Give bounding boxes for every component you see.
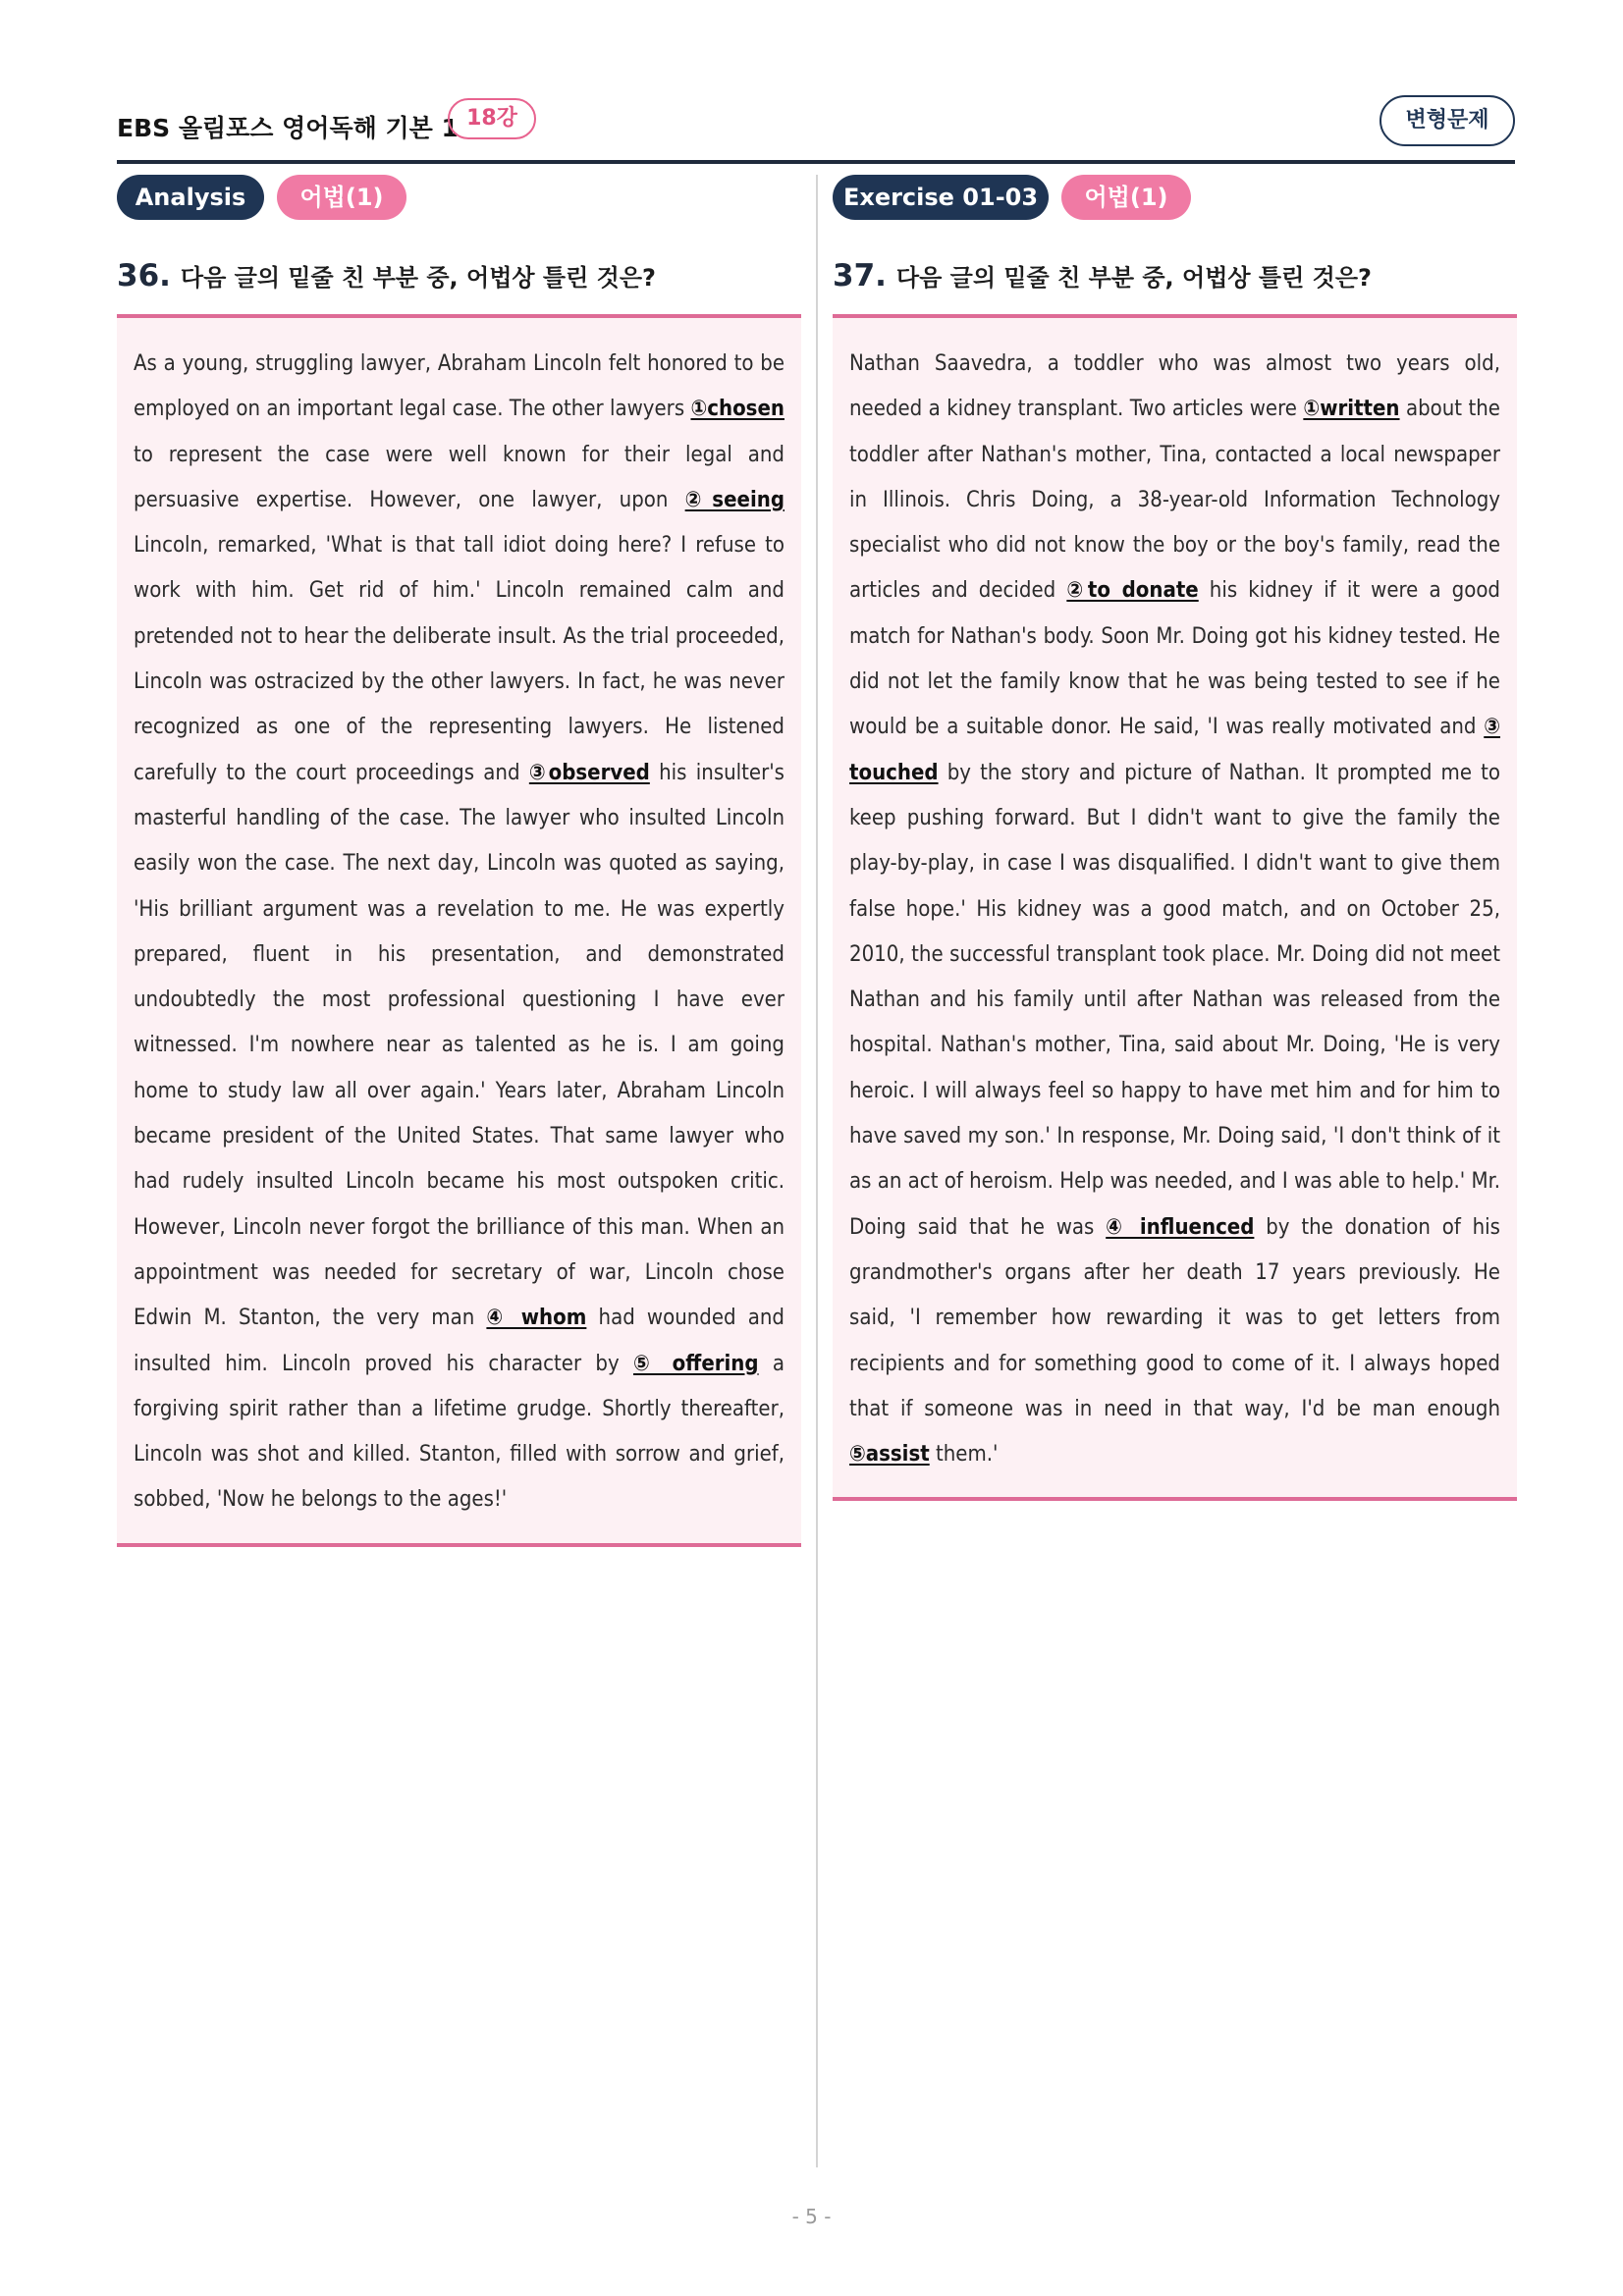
- category-tag: 어법(1): [1061, 175, 1191, 220]
- underlined-choice: ②to donate: [1066, 578, 1199, 604]
- page-header: [117, 95, 1515, 164]
- analysis-tag: Analysis: [117, 175, 264, 220]
- underlined-choice: ③observed: [528, 760, 650, 785]
- underlined-choice: ①chosen: [690, 397, 784, 422]
- category-tag: 어법(1): [277, 175, 406, 220]
- underlined-choice: ③ touched: [849, 715, 1500, 785]
- question-type-badge: 변형문제: [1380, 95, 1515, 146]
- underlined-choice: ④ whom: [486, 1306, 587, 1331]
- passage-text: had wounded and insulted him. Lincoln proved his character by: [134, 1306, 784, 1376]
- underlined-choice: ⑤assist: [849, 1442, 930, 1468]
- underlined-choice: ①written: [1303, 397, 1400, 422]
- passage-text: his insulter's masterful handling of the case. The lawyer who insulted Lincoln easily won the case. The next day, Lincoln was quoted as saying, 'His brilliant argument was a revelation to me. He was expertly prepared, fluent in his presentation, and demonstrated undoubtedly the most professional questioning I have ever witnessed. I'm nowhere near as talented as he is. I am going home to study law all over again.' Years later, Abraham Lincoln became president of the United States. That same lawyer who had rudely insulted Lincoln became his most outspoken critic. However, Lincoln never forgot the brilliance of this man. When an appointment was needed for secretary of war, Lincoln chose Edwin M. Stanton, the very man: [134, 760, 784, 1331]
- question-text: 다음 글의 밑줄 친 부분 중, 어법상 틀린 것은?: [180, 264, 656, 292]
- passage-text: As a young, struggling lawyer, Abraham Lincoln felt honored to be employed on an important legal case. The other lawyers: [134, 351, 784, 422]
- passage-text: them.': [929, 1442, 999, 1468]
- lesson-badge: 18강: [448, 98, 536, 139]
- question-number: 36.: [117, 258, 171, 294]
- passage-text: Nathan Saavedra, a toddler who was almost two years old, needed a kidney transplant. Two articles were: [849, 351, 1500, 422]
- exercise-tag: Exercise 01-03: [833, 175, 1049, 220]
- underlined-choice: ②seeing: [684, 487, 784, 512]
- question-heading: [117, 258, 801, 294]
- question-36: [117, 175, 801, 1513]
- passage-box: [833, 314, 1517, 1501]
- passage-text: to represent the case were well known for their legal and persuasive expertise. However, one lawyer, upon: [134, 442, 784, 512]
- underlined-choice: ⑤ offering: [632, 1351, 759, 1376]
- tag-row: [833, 175, 1517, 220]
- question-text: 다음 글의 밑줄 친 부분 중, 어법상 틀린 것은?: [895, 264, 1372, 292]
- passage-text: Lincoln, remarked, 'What is that tall idiot doing here? I refuse to work with him. Get rid of him.' Lincoln remained calm and pretended not to hear the deliberate insult. As the trial proceeded, Lincoln was ostracized by the other lawyers. In fact, he was never recognized as one of the representing lawyers. He listened carefully to the court proceedings and: [134, 533, 784, 785]
- passage-text: by the story and picture of Nathan. It prompted me to keep pushing forward. But I didn't want to give the family the play-by-play, in case I was disqualified. I didn't want to give them false hope.' His kidney was a good match, and on October 25, 2010, the successful transplant took place. Mr. Doing did not meet Nathan and his family until after Nathan was released from the hospital. Nathan's mother, Tina, said about Mr. Doing, 'He is very heroic. I will always feel so happy to have met him and for him to have saved my son.' In response, Mr. Doing said, 'I don't think of it as an act of heroism. Help was needed, and I was able to help.' Mr. Doing said that he was: [849, 760, 1501, 1240]
- tag-row: [117, 175, 801, 220]
- passage-text: about the toddler after Nathan's mother, Tina, contacted a local newspaper in Illinois. Chris Doing, a 38-year-old Information Technology specialist who did not know the boy or the boy's family, read the articles and decided: [849, 397, 1500, 604]
- passage-text: by the donation of his grandmother's organs after her death 17 years previously. He said, 'I remember how rewarding it was to get letters from recipients and for something good to come of it. I always hoped that if someone was in need in that way, I'd be man enough: [849, 1214, 1500, 1421]
- question-37: [833, 175, 1517, 1468]
- passage-box: [117, 314, 801, 1547]
- question-heading: [833, 258, 1517, 294]
- book-title: EBS 올림포스 영어독해 기본 1: [117, 114, 459, 142]
- column-divider: [816, 175, 818, 2167]
- question-number: 37.: [833, 258, 887, 294]
- page-number: - 5 -: [791, 2205, 832, 2228]
- underlined-choice: ④ influenced: [1106, 1214, 1255, 1240]
- passage-text: a forgiving spirit rather than a lifetime grudge. Shortly thereafter, Lincoln was shot and killed. Stanton, filled with sorrow and grief, sobbed, 'Now he belongs to the ages!': [134, 1351, 784, 1513]
- passage-text: his kidney if it were a good match for Nathan's body. Soon Mr. Doing got his kidney tested. He did not let the family know that he was being tested to see if he would be a suitable donor. He said, 'I was really motivated and: [849, 578, 1500, 740]
